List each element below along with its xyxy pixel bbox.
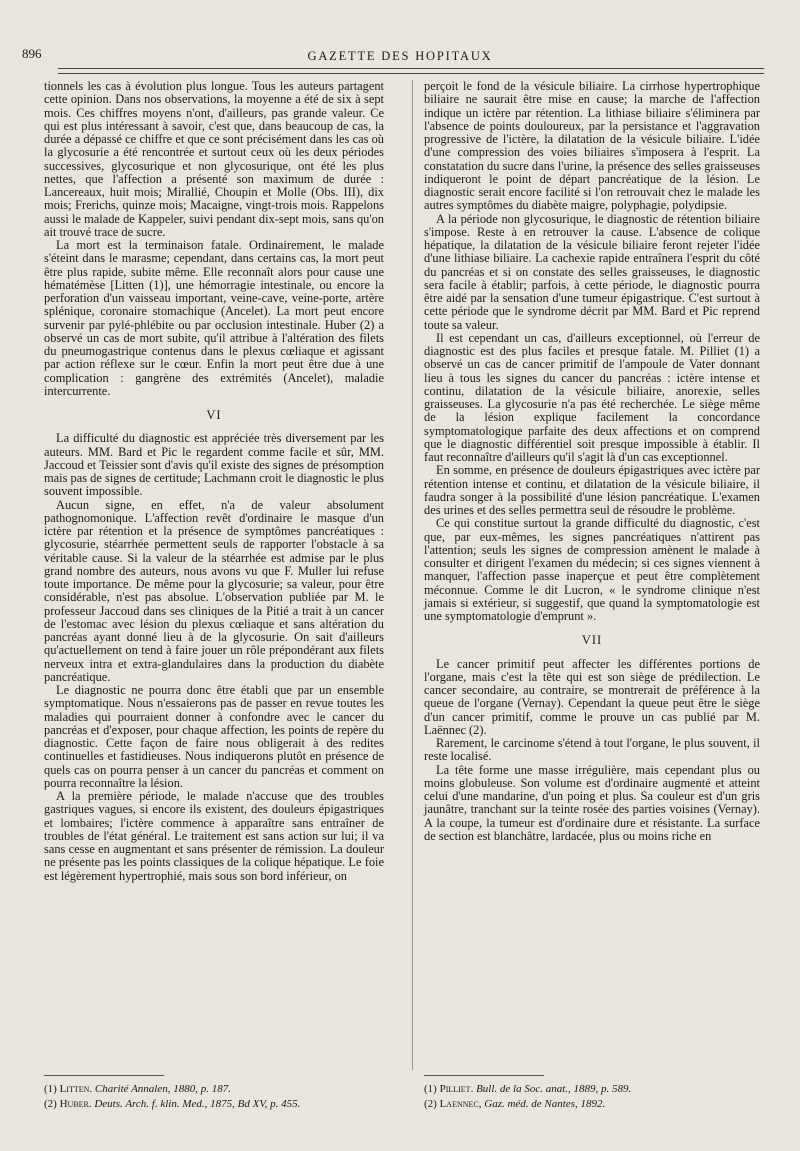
paragraph: Le cancer primitif peut affecter les différentes portions de l'organe, mais c'est la tête qui est son siège de prédilection. Le cancer secondaire, au contraire, se montrerait de préférence à la queue de l'organe (Vernay). Cependant la queue peut être le siège d'un cancer primitif, comme le prouve un cas publié par M. Laënnec (2). [424,656,760,737]
footnote-rule-left [44,1075,164,1076]
paragraph: perçoit le fond de la vésicule biliaire. La cirrhose hypertrophique biliaire ne saurait être mise en cause; la marche de l'affection indique un ictère par rétention. La lithiase biliaire s'éliminera par l'absence de points douloureux, par la persistance et l'aggravation progressive de l'ictère, la dilatation de la vésicule biliaire. L'idée d'une compression des voies biliaires s'imposera à l'esprit. La constatation du sucre dans l'urine, la présence des selles graisseuses indiqueront le point de départ pancréatique de la lésion. Le diagnostic serait encore facilité si l'on retrouvait chez le malade les autres symptômes du diabète maigre, polyphagie, polydipsie. [424,79,760,213]
running-title: GAZETTE DES HOPITAUX [307,49,493,63]
paragraph: La tête forme une masse irrégulière, mais cependant plus ou moins globuleuse. Son volume est d'ordinaire augmenté et atteint celui d'une mandarine, d'un poing et plus. Sa couleur est d'un gris jaunâtre, tranchant sur la teinte rosée des parties voisines (Vernay). A la coupe, la tumeur est d'ordinaire dure et résistante. La surface de section est blanchâtre, lardacée, plus ou moins riche en [424,762,760,843]
footnote-reference: Charité Annalen, 1880, p. 187. [94,1083,231,1095]
footnote-author: (2) Laennec, [424,1098,482,1110]
footnote [424,1098,760,1111]
paragraph: tionnels les cas à évolution plus longue. Tous les auteurs partagent cette opinion. Dans nos observations, la moyenne a été de six à sept mois. Ces chiffres moyens n'ont, d'ailleurs, pas grande valeur. Ce qui est plus intéressant à savoir, c'est que, dans beaucoup de cas, la durée a dépassé ce chiffre et que ce sont précisément dans les cas où la glycosurie a été rencontrée et surtout ceux où les deux périodes successives, glycosurique et non glycosurique, ont été les plus nettes, que l'affection a présenté son maximum de durée : Lancereaux, huit mois; Mirallié, Choupin et Molle (Obs. III), dix mois; Frerichs, quinze mois; Macaigne, vingt-trois mois. Rappelons aussi le malade de Kappeler, suivi pendant dix-sept mois, sans qu'on ait trouvé trace de sucre. [44,79,384,239]
paragraph: La mort est la terminaison fatale. Ordinairement, le malade s'éteint dans le marasme; cependant, dans certains cas, la mort peut être plus rapide, subite même. Elle reconnaît alors pour cause une hématémèse [Litten (1)], une hémorragie intestinale, ou encore la perforation d'un vaisseau important, veine-cave, veine-porte, artère splénique, coronaire stomachique (Ancelet). La mort peut encore survenir par pylé-phlébite ou par occlusion intestinale. Huber (2) a observé un cas de mort subite, qu'il attribue à l'altération des filets du pneumogastrique contenus dans le plexus cœliaque et agissant par action réflexe sur le cœur. Enfin la mort peut être due à une complication : gangrène des extrémités (Ancelet), maladie intercurrente. [44,238,384,398]
footnote [424,1083,760,1096]
footnote-author: (1) Pilliet. [424,1083,474,1095]
footnote-reference: Bull. de la Soc. anat., 1889, p. 589. [476,1083,632,1095]
paragraph: Aucun signe, en effet, n'a de valeur absolument pathognomonique. L'affection revêt d'ordinaire le masque d'un ictère par rétention et la présence de symptômes pancréatiques : glycosurie, stéarrhée permettent seuls de rapporter l'obstacle à sa véritable cause. Si la valeur de la stéarrhée est admise par le plus grand nombre des auteurs, nous avons vu que F. Muller lui refuse toute importance. De même pour la glycosurie; sa valeur, pour être considérable, n'est pas absolue. L'observation publiée par M. le professeur Jaccoud dans ses cliniques de la Pitié a trait à un cancer de l'estomac avec lésion du plexus cœliaque et sans altération du pancréas ayant donné lieu à de la glycosurie. On sait d'ailleurs qu'actuellement on tend à faire jouer un rôle prépondérant aux filets nerveux intra et extra-glandulaires dans la production du diabète pancréatique. [44,497,384,684]
footnotes-left [44,1083,384,1113]
right-column [424,80,760,843]
paragraph: Le diagnostic ne pourra donc être établi que par un ensemble symptomatique. Nous n'essaierons pas de passer en revue toutes les maladies qui pourraient donner à confondre avec le cancer du pancréas et d'exposer, pour chaque affection, les points de repère du diagnostic. Cette façon de faire nous obligerait à des redites continuelles et fastidieuses. Nous indiquerons plutôt en présence de quels cas on pourra penser à un cancer du pancréas et comment on pourra reconnaître la lésion. [44,683,384,790]
page-number: 896 [22,46,42,61]
footnotes-right [424,1083,760,1113]
footnote [44,1083,384,1096]
section-heading-vii: VII [581,633,603,648]
paragraph: Ce qui constitue surtout la grande difficulté du diagnostic, c'est que, par eux-mêmes, les signes pancréatiques n'attirent pas l'attention; seuls les signes de compression amènent le malade à consulter et dirigent l'examen du médecin; si ces signes viennent à manquer, l'affection passe inaperçue et peut être complètement méconnue. Comme le dit Lucron, « le syndrome clinique n'est jamais si extérieur, si suggestif, que quand la symptomatologie est une symptomatologie d'emprunt ». [424,516,760,623]
column-divider [412,80,413,1070]
paragraph: A la période non glycosurique, le diagnostic de rétention biliaire s'impose. Reste à en retrouver la cause. L'absence de colique hépatique, la dilatation de la vésicule biliaire feront rejeter l'idée d'une lithiase biliaire. La cachexie rapide entraînera l'esprit du côté du pancréas et si on constate des selles graisseuses, le diagnostic sera facile à établir; parfois, à cette période, le diagnostic pourra être aidé par la sensation d'une tumeur épigastrique. C'est surtout à cette période que le syndrome décrit par MM. Bard et Pic reprend toute sa valeur. [424,211,760,332]
left-column [44,80,384,883]
header-rule-bottom [58,73,764,74]
footnote [44,1098,384,1111]
paragraph: Rarement, le carcinome s'étend à tout l'organe, le plus souvent, il reste localisé. [424,736,760,764]
footnote-reference: Deuts. Arch. f. klin. Med., 1875, Bd XV, p. 455. [94,1098,301,1110]
paragraph: En somme, en présence de douleurs épigastriques avec ictère par rétention intense et continu, et dilatation de la vésicule biliaire, il faudra songer à la possibilité d'une lésion pancréatique. L'examen des urines et des selles permettra seul de résoudre le problème. [424,463,760,517]
paragraph: Il est cependant un cas, d'ailleurs exceptionnel, où l'erreur de diagnostic est des plus faciles et presque fatale. M. Pilliet (1) a observé un cas de cancer primitif de l'ampoule de Vater donnant lieu à tous les signes du cancer du pancréas : ictère intense et continu, dilatation de la vésicule biliaire, anorexie, selles graisseuses. La glycosurie n'a pas été recherchée. Le siège même de la lésion explique facilement la concordance symptomatologique parfaite des deux affections et on comprend que le diagnostic différentiel soit presque impossible à établir. Il faut reconnaître d'ailleurs qu'il s'agit là d'un cas exceptionnel. [424,330,760,464]
paragraph: La difficulté du diagnostic est appréciée très diversement par les auteurs. MM. Bard et Pic le regardent comme facile et sûr, MM. Jaccoud et Teissier sont d'avis qu'il existe des signes de présomption mais pas de signes de certitude; Lachmann croit le diagnostic le plus souvent impossible. [44,431,384,499]
footnote-author: (1) Litten. [44,1083,93,1095]
paragraph: A la première période, le malade n'accuse que des troubles gastriques vagues, si encore ils existent, des douleurs épigastriques et lombaires; l'ictère commence à apparaître sans entraîner de troubles de l'état général. Le traitement est sans action sur lui; il va sans cesse en augmentant et sans présenter de rémission. La douleur ne présente pas les points classiques de la colique hépatique. Le foie est légèrement hypertrophié, mais sous son bord inférieur, on [44,789,384,883]
section-heading-vi: VI [206,408,222,422]
footnote-reference: Gaz. méd. de Nantes, 1892. [484,1098,606,1110]
header-rule-top [58,68,764,69]
footnote-rule-right [424,1075,544,1076]
footnote-author: (2) Huber. [44,1098,92,1110]
